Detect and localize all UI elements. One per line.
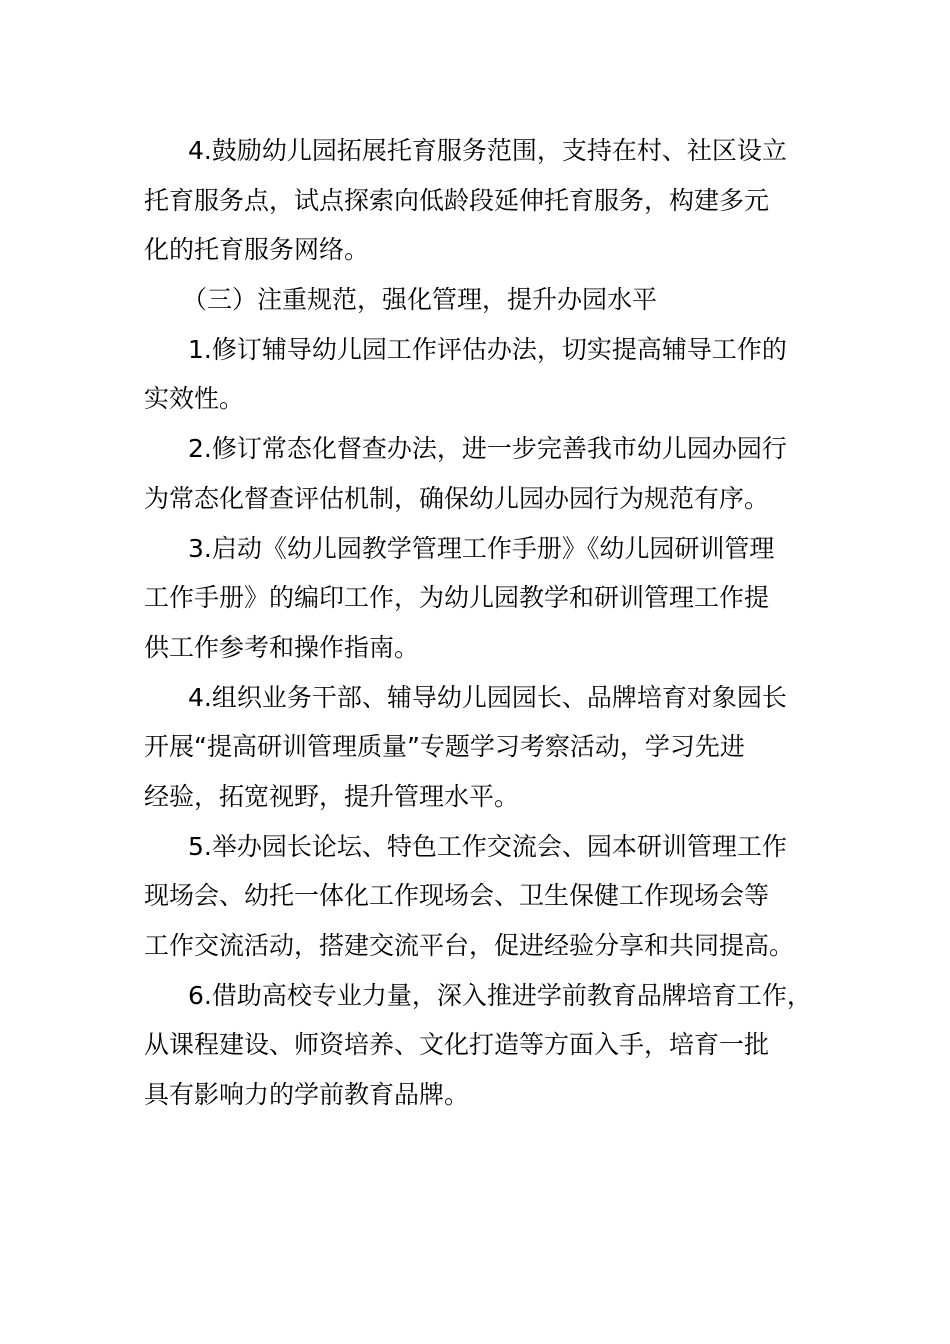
item-1-line-1: 1.修订辅导幼儿园工作评估办法，切实提高辅导工作的 <box>188 334 787 364</box>
item-5-line-3: 工作交流活动，搭建交流平台，促进经验分享和共同提高。 <box>144 931 795 960</box>
item-6-line-3: 具有影响力的学前教育品牌。 <box>144 1080 470 1110</box>
item-5-line-2: 现场会、幼托一体化工作现场会、卫生保健工作现场会等 <box>144 881 770 911</box>
item-5-line-1: 5.举办园长论坛、特色工作交流会、园本研训管理工作 <box>188 831 787 861</box>
item-2-line-2: 为常态化督查评估机制，确保幼儿园办园行为规范有序。 <box>144 483 770 513</box>
paragraph-4-line-3: 化的托育服务网络。 <box>144 235 370 265</box>
item-6-line-1: 6.借助高校专业力量，深入推进学前教育品牌培育工作， <box>188 980 812 1010</box>
paragraph-4-line-1: 4.鼓励幼儿园拓展托育服务范围，支持在村、社区设立 <box>188 136 787 165</box>
document-body <box>144 126 834 1120</box>
item-4-line-1: 4.组织业务干部、辅导幼儿园园长、品牌培育对象园长 <box>188 682 787 712</box>
item-4-line-3: 经验，拓宽视野，提升管理水平。 <box>144 781 520 811</box>
item-3-line-3: 供工作参考和操作指南。 <box>144 632 420 662</box>
paragraph-4-line-2: 托育服务点，试点探索向低龄段延伸托育服务，构建多元 <box>144 185 770 215</box>
item-3-line-2: 工作手册》的编印工作，为幼儿园教学和研训管理工作提 <box>144 583 770 613</box>
item-1-line-2: 实效性。 <box>144 384 245 414</box>
section-heading: （三）注重规范，强化管理，提升办园水平 <box>182 285 658 315</box>
item-3-line-1: 3.启动《幼儿园教学管理工作手册》《幼儿园研训管理 <box>188 533 775 563</box>
item-6-line-2: 从课程建设、师资培养、文化打造等方面入手，培育一批 <box>144 1030 770 1060</box>
item-4-line-2: 开展“提高研训管理质量”专题学习考察活动，学习先进 <box>144 732 745 762</box>
item-2-line-1: 2.修订常态化督查办法，进一步完善我市幼儿园办园行 <box>188 434 787 464</box>
